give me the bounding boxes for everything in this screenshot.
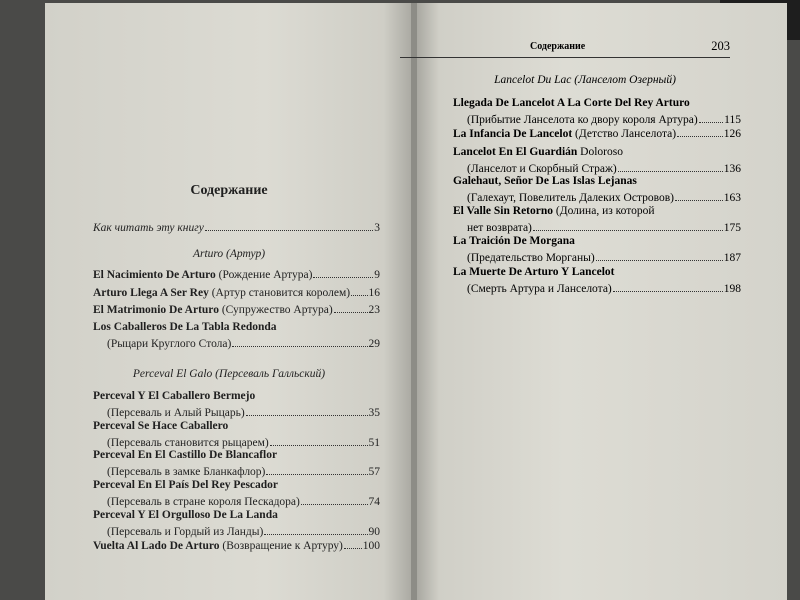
entry-page: 3	[374, 222, 380, 234]
toc-entry[interactable]	[93, 478, 380, 509]
section-heading: Perceval El Galo (Персеваль Галльский)	[132, 368, 326, 380]
section-heading: Arturo (Артур)	[192, 248, 266, 260]
dot-leader	[533, 229, 723, 231]
entry-subtitle: (Персеваль и Гордый из Ланды)	[107, 526, 264, 538]
entry-subtitle: (Персеваль в замке Бланкафлор)	[107, 466, 266, 478]
toc-entry[interactable]	[93, 303, 380, 317]
entry-page: 51	[368, 437, 380, 449]
toc-entry[interactable]	[93, 419, 380, 450]
entry-page: 23	[368, 304, 380, 316]
toc-entry[interactable]	[453, 204, 741, 235]
entry-subtitle: (Персеваль в стране короля Пескадора)	[107, 496, 300, 508]
dot-leader	[344, 547, 362, 549]
entry-subtitle: (Персеваль становится рыцарем)	[107, 437, 269, 449]
entry-subtitle: (Галехаут, Повелитель Далеких Островов)	[467, 192, 674, 204]
entry-title-rest: Doloroso	[580, 146, 623, 158]
entry-subtitle: (Рождение Артура)	[218, 269, 313, 281]
running-title: Содержание	[530, 41, 586, 52]
dot-leader	[677, 135, 723, 137]
dot-leader	[205, 229, 373, 231]
entry-page: 115	[724, 114, 741, 126]
entry-title: Arturo Llega A Ser Rey	[93, 287, 209, 299]
entry-title: Galehaut, Señor De Las Islas Lejanas	[453, 175, 637, 187]
entry-title: El Nacimiento De Arturo	[93, 269, 216, 281]
toc-entry[interactable]	[453, 234, 741, 265]
entry-title: Lancelot En El Guardián	[453, 146, 578, 158]
dot-leader	[246, 414, 368, 416]
entry-page: 90	[368, 526, 380, 538]
entry-title: Vuelta Al Lado De Arturo	[93, 540, 220, 552]
entry-page: 198	[723, 283, 741, 295]
entry-subtitle: нет возврата)	[467, 222, 532, 234]
dot-leader	[264, 533, 367, 535]
dot-leader	[266, 473, 367, 475]
entry-page: 74	[368, 496, 380, 508]
entry-title-rest: (Долина, из которой	[555, 205, 655, 217]
entry-page: 29	[368, 338, 380, 350]
entry-title: Как читать эту книгу	[93, 222, 204, 234]
entry-page: 57	[368, 466, 380, 478]
dot-leader	[334, 311, 368, 313]
toc-entry[interactable]	[453, 265, 741, 296]
right-page	[417, 3, 787, 600]
toc-entry-intro[interactable]	[93, 221, 380, 235]
entry-title: Perceval Se Hace Caballero	[93, 420, 229, 432]
dot-leader	[351, 294, 367, 296]
running-header	[400, 41, 730, 58]
toc-entry[interactable]	[93, 268, 380, 282]
dot-leader	[596, 259, 723, 261]
dot-leader	[232, 345, 367, 347]
entry-title: El Valle Sin Retorno	[453, 205, 554, 217]
toc-entry[interactable]	[93, 539, 380, 553]
left-page	[45, 3, 413, 600]
entry-title: El Matrimonio De Arturo	[93, 304, 219, 316]
toc-entry[interactable]	[93, 448, 380, 479]
book-spread	[45, 3, 787, 600]
dot-leader	[613, 290, 723, 292]
toc-entry[interactable]	[93, 320, 380, 351]
entry-title: La Muerte De Arturo Y Lancelot	[453, 266, 615, 278]
entry-subtitle: (Рыцари Круглого Стола)	[107, 338, 232, 350]
toc-entry[interactable]	[453, 174, 741, 205]
toc-entry[interactable]	[93, 286, 380, 300]
entry-title: La Traición De Morgana	[453, 235, 575, 247]
entry-subtitle: (Возвращение к Артуру)	[222, 540, 343, 552]
entry-subtitle: (Артур становится королем)	[211, 287, 351, 299]
dot-leader	[618, 170, 723, 172]
entry-subtitle: (Персеваль и Алый Рыцарь)	[107, 407, 245, 419]
dot-leader	[675, 199, 723, 201]
dot-leader	[301, 503, 368, 505]
entry-title: Los Caballeros De La Tabla Redonda	[93, 321, 277, 333]
toc-entry[interactable]	[453, 127, 741, 141]
toc-entry[interactable]	[453, 96, 741, 127]
entry-page: 35	[368, 407, 380, 419]
entry-title: Perceval En El Castillo De Blancaflor	[93, 449, 278, 461]
dot-leader	[270, 444, 368, 446]
toc-entry[interactable]	[453, 145, 741, 176]
entry-page: 9	[374, 269, 380, 281]
page-title: Содержание	[190, 183, 268, 198]
entry-title: La Infancia De Lancelot	[453, 128, 573, 140]
entry-page: 187	[723, 252, 741, 264]
page-number: 203	[711, 39, 730, 53]
entry-subtitle: (Смерть Артура и Ланселота)	[467, 283, 612, 295]
section-heading: Lancelot Du Lac (Ланселот Озерный)	[494, 74, 676, 86]
entry-subtitle: (Прибытие Ланселота ко двору короля Артура)	[467, 114, 698, 126]
entry-title: Llegada De Lancelot A La Corte Del Rey Arturo	[453, 97, 690, 109]
entry-page: 100	[362, 540, 380, 552]
entry-title: Perceval Y El Caballero Bermejo	[93, 390, 256, 402]
toc-entry[interactable]	[93, 508, 380, 539]
entry-subtitle: (Ланселот и Скорбный Страж)	[467, 163, 617, 175]
entry-page: 136	[723, 163, 741, 175]
entry-title: Perceval En El País Del Rey Pescador	[93, 479, 279, 491]
entry-page: 175	[723, 222, 741, 234]
toc-entry[interactable]	[93, 389, 380, 420]
dot-leader	[699, 121, 723, 123]
entry-subtitle: (Предательство Морганы)	[467, 252, 595, 264]
entry-page: 163	[723, 192, 741, 204]
dot-leader	[313, 276, 373, 278]
entry-subtitle: (Супружество Артура)	[221, 304, 333, 316]
entry-page: 16	[368, 287, 380, 299]
entry-title: Perceval Y El Orgulloso De La Landa	[93, 509, 278, 521]
entry-subtitle: (Детство Ланселота)	[575, 128, 677, 140]
entry-page: 126	[723, 128, 741, 140]
